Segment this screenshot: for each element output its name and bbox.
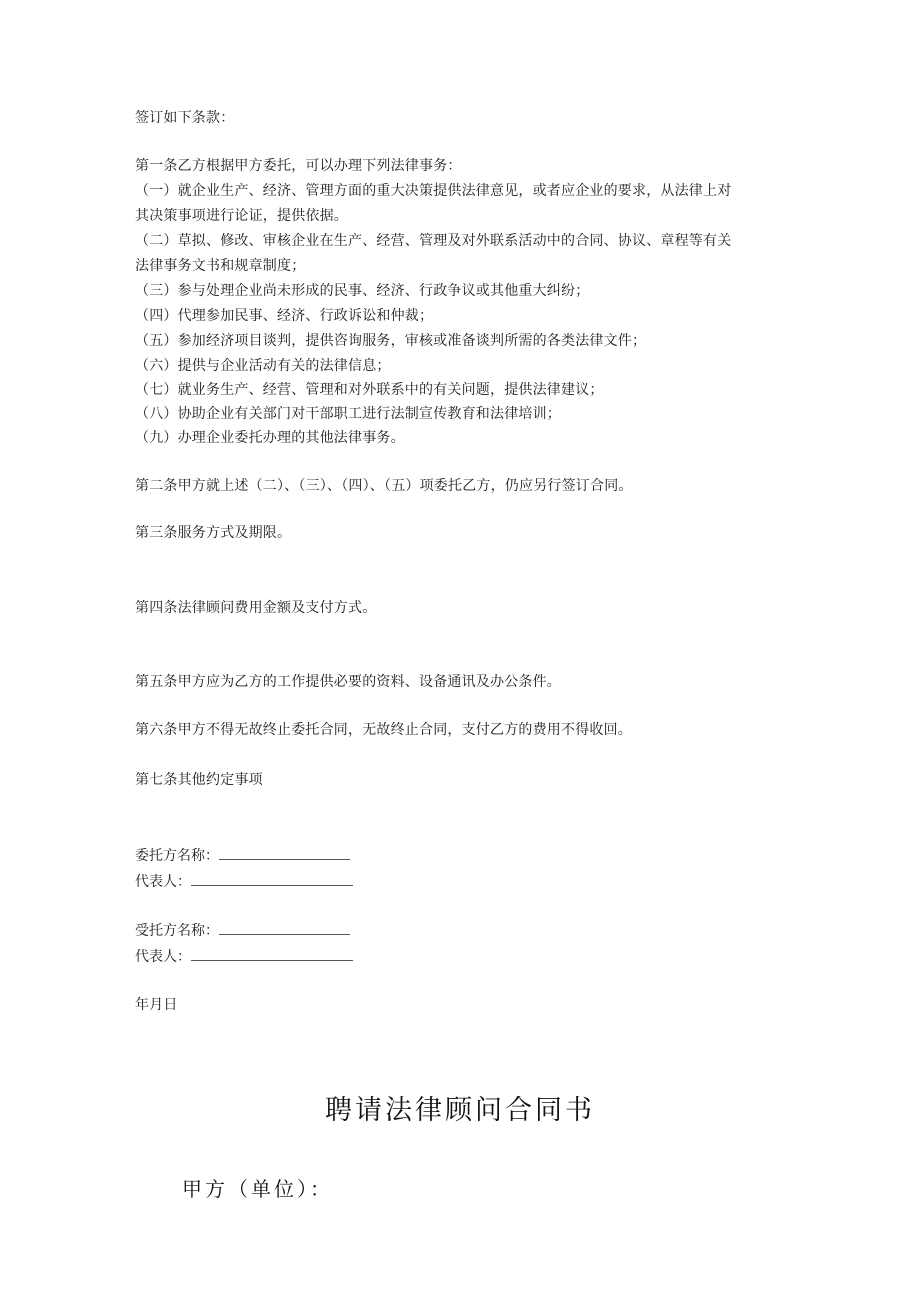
article-1-line: （五）参加经济项目谈判，提供咨询服务，审核或准备谈判所需的各类法律文件； xyxy=(135,333,647,349)
article-7: 第七条其他约定事项 xyxy=(135,772,263,788)
agent-rep-label: 代表人： xyxy=(135,949,191,965)
article-1-line: （六）提供与企业活动有关的法律信息； xyxy=(135,358,391,374)
client-name-row xyxy=(135,845,350,866)
article-1-line: （一）就企业生产、经济、管理方面的重大决策提供法律意见，或者应企业的要求，从法律上对 xyxy=(135,183,732,199)
date-label: 年月日 xyxy=(135,997,178,1013)
article-1-line: （九）办理企业委托办理的其他法律事务。 xyxy=(135,430,405,446)
client-rep-row xyxy=(135,871,353,892)
party-a-label: 甲方（单位）： xyxy=(182,1177,333,1201)
client-name-label: 委托方名称： xyxy=(135,848,219,864)
article-1-line: （七）就业务生产、经营、管理和对外联系中的有关问题，提供法律建议； xyxy=(135,382,604,398)
client-name-blank[interactable] xyxy=(219,845,350,860)
client-rep-label: 代表人： xyxy=(135,874,191,890)
article-1-line: （四）代理参加民事、经济、行政诉讼和仲裁； xyxy=(135,308,434,324)
article-5: 第五条甲方应为乙方的工作提供必要的资料、设备通讯及办公条件。 xyxy=(135,674,561,690)
article-1-heading: 第一条乙方根据甲方委托，可以办理下列法律事务： xyxy=(135,158,462,174)
article-2: 第二条甲方就上述（二）、（三）、（四）、（五）项委托乙方，仍应另行签订合同。 xyxy=(135,478,633,494)
agent-rep-row xyxy=(135,946,353,967)
agent-name-row xyxy=(135,920,350,941)
article-1-line: （八）协助企业有关部门对干部职工进行法制宣传教育和法律培训； xyxy=(135,406,561,422)
agent-name-label: 受托方名称： xyxy=(135,923,219,939)
article-6: 第六条甲方不得无故终止委托合同，无故终止合同，支付乙方的费用不得收回。 xyxy=(135,722,632,738)
article-1-line: （二）草拟、修改、审核企业在生产、经营、管理及对外联系活动中的合同、协议、章程等有关 xyxy=(135,233,732,249)
intro-text: 签订如下条款： xyxy=(135,110,235,126)
client-rep-blank[interactable] xyxy=(191,871,353,886)
article-4: 第四条法律顾问费用金额及支付方式。 xyxy=(135,600,377,616)
agent-name-blank[interactable] xyxy=(219,920,350,935)
document-title: 聘请法律顾问合同书 xyxy=(325,1095,595,1126)
article-3: 第三条服务方式及期限。 xyxy=(135,525,292,541)
agent-rep-blank[interactable] xyxy=(191,946,353,961)
article-1-line: 法律事务文书和规章制度； xyxy=(135,258,306,274)
article-1-line: （三）参与处理企业尚未形成的民事、经济、行政争议或其他重大纠纷； xyxy=(135,283,590,299)
article-1-line: 其决策事项进行论证，提供依据。 xyxy=(135,208,348,224)
